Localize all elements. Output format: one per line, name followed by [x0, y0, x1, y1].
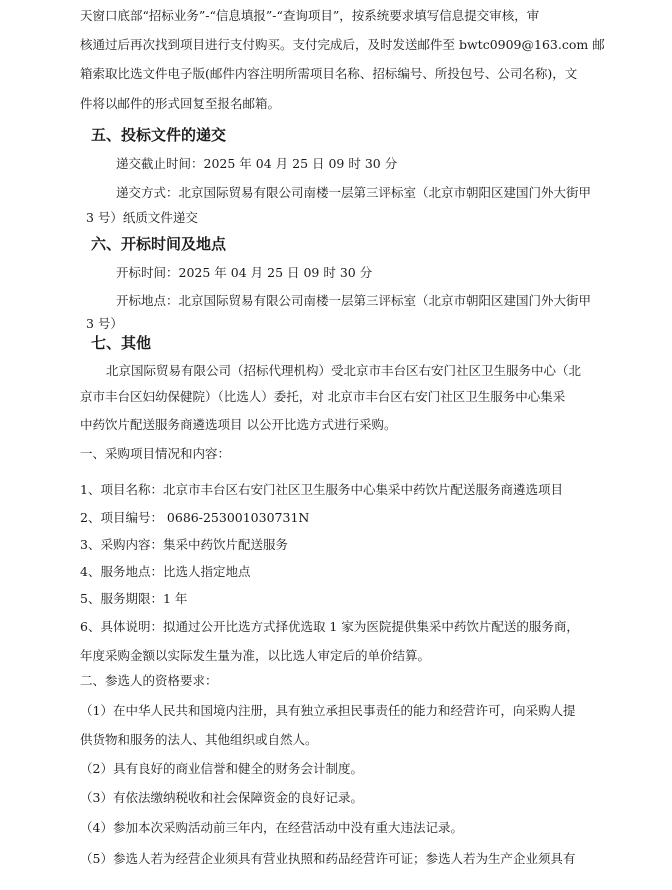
list-item: 4、服务地点：比选人指定地点	[80, 564, 251, 579]
opening-place: 3 号）	[86, 316, 123, 331]
deadline-text: 递交截止时间：2025 年 04 月 25 日 09 时 30 分	[116, 156, 398, 171]
requirement-item: （4）参加本次采购活动前三年内，在经营活动中没有重大违法记录。	[80, 820, 463, 835]
requirement-item: （3）有依法缴纳税收和社会保障资金的良好记录。	[80, 790, 363, 805]
requirement-item: 供货物和服务的法人、其他组织或自然人。	[80, 732, 318, 747]
intro-line: 天窗口底部“招标业务”-“信息填报”-“查询项目”，按系统要求填写信息提交审核，审	[80, 8, 540, 23]
list-item: 6、具体说明：拟通过公开比选方式择优选取 1 家为医院提供集采中药饮片配送的服务商，	[80, 619, 579, 634]
requirement-item: （1）在中华人民共和国境内注册，具有独立承担民事责任的能力和经营许可，向采购人提	[80, 703, 576, 718]
requirement-item: （5）参选人若为经营企业须具有营业执照和药品经营许可证；参选人若为生产企业须具有	[80, 851, 576, 866]
subsection-heading: 二、参选人的资格要求：	[80, 673, 218, 688]
submission-method: 递交方式：北京国际贸易有限公司南楼一层第三评标室（北京市朝阳区建国门外大街甲	[116, 185, 592, 200]
section-heading: 七、其他	[91, 334, 152, 352]
intro-line: 箱索取比选文件电子版(邮件内容注明所需项目名称、招标编号、所投包号、公司名称)，文	[80, 66, 578, 81]
section-heading: 六、开标时间及地点	[91, 235, 227, 253]
submission-method: 3 号）纸质文件递交	[86, 210, 198, 225]
opening-place: 开标地点：北京国际贸易有限公司南楼一层第三评标室（北京市朝阳区建国门外大街甲	[116, 293, 592, 308]
list-item: 2、项目编号： 0686-253001030731N	[80, 510, 310, 525]
paragraph-line: 中药饮片配送服务商遴选项目 以公开比选方式进行采购。	[80, 417, 397, 432]
requirement-item: （2）具有良好的商业信誉和健全的财务会计制度。	[80, 761, 363, 776]
list-item: 5、服务期限：1 年	[80, 591, 188, 606]
section-heading: 五、投标文件的递交	[91, 126, 227, 144]
subsection-heading: 一、采购项目情况和内容：	[80, 446, 231, 461]
intro-line: 件将以邮件的形式回复至报名邮箱。	[80, 96, 281, 111]
list-item: 年度采购金额以实际发生量为准，以比选人审定后的单价结算。	[80, 648, 431, 663]
paragraph-line: 北京国际贸易有限公司（招标代理机构）受北京市丰台区右安门社区卫生服务中心（北	[106, 363, 582, 378]
list-item: 3、采购内容：集采中药饮片配送服务	[80, 537, 288, 552]
intro-line: 核通过后再次找到项目进行支付购买。支付完成后，及时发送邮件至 bwtc0909@163.com 邮	[80, 37, 605, 52]
paragraph-line: 京市丰台区妇幼保健院）（比选人）委托，对 北京市丰台区右安门社区卫生服务中心集采	[80, 389, 566, 404]
list-item: 1、项目名称：北京市丰台区右安门社区卫生服务中心集采中药饮片配送服务商遴选项目	[80, 482, 563, 497]
opening-time: 开标时间：2025 年 04 月 25 日 09 时 30 分	[116, 265, 373, 280]
